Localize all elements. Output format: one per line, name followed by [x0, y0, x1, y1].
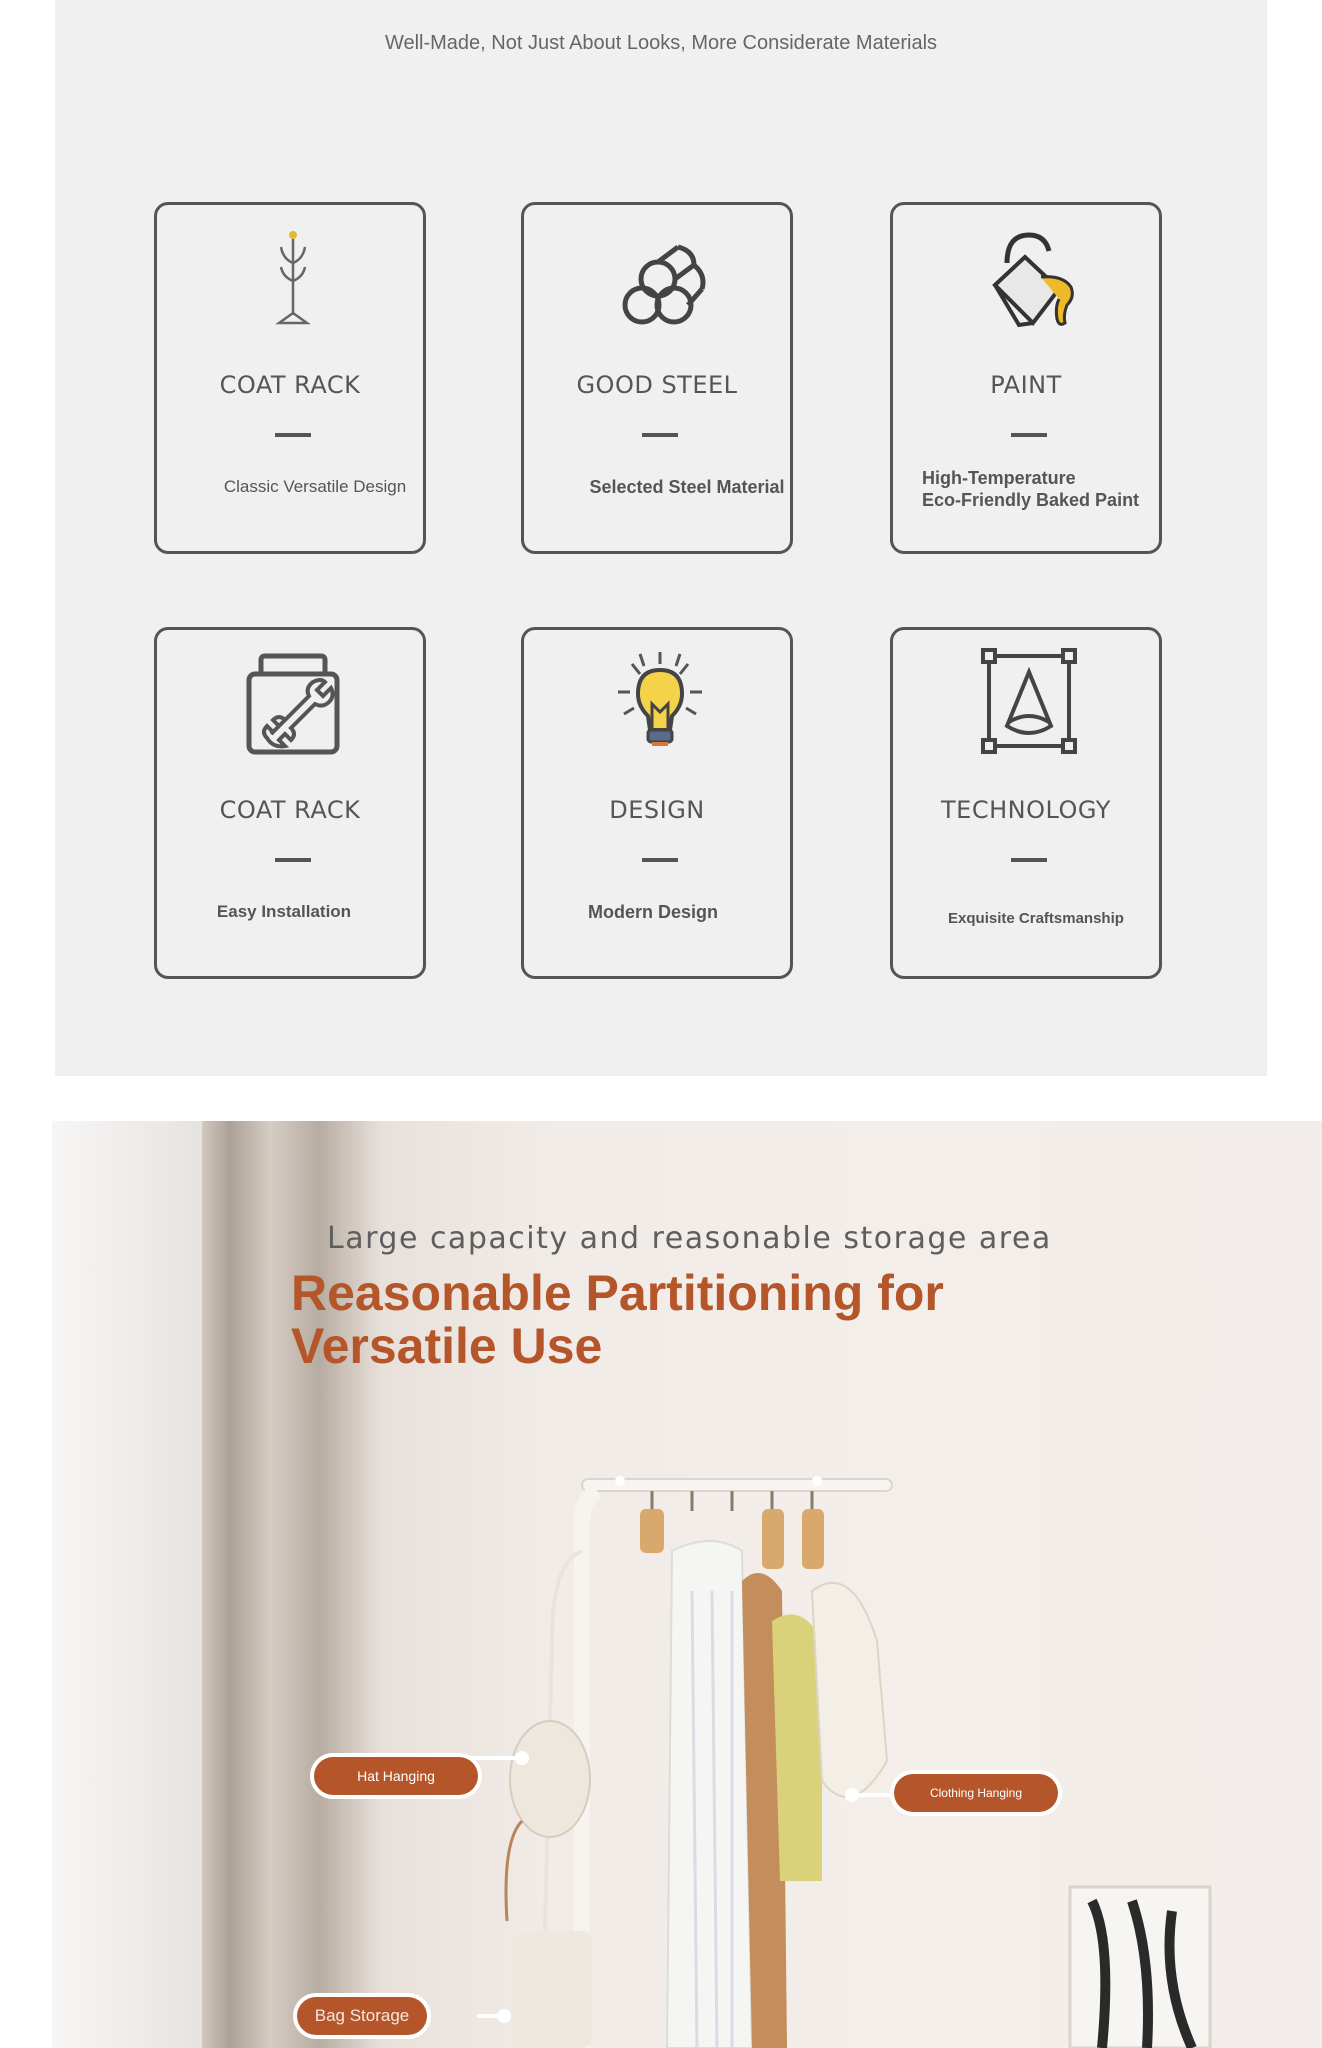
feature-card-divider: [275, 858, 311, 862]
steel-pipes-icon: [610, 223, 710, 335]
feature-card-divider: [1011, 858, 1047, 862]
coat-rack-icon: [243, 223, 343, 335]
feature-card-technology: [890, 627, 1162, 979]
feature-card-divider: [1011, 433, 1047, 437]
feature-card-desc: Selected Steel Material: [589, 477, 785, 497]
feature-card-design: [521, 627, 793, 979]
paint-bucket-icon: [979, 223, 1079, 335]
feature-card-desc: Exquisite Craftsmanship: [948, 910, 1124, 927]
feature-card-title: COAT RACK: [219, 371, 361, 399]
feature-card-title: PAINT: [990, 371, 1062, 399]
feature-card-good-steel: [521, 202, 793, 554]
feature-card-divider: [642, 433, 678, 437]
banner-title-line2: Versatile Use: [291, 1318, 603, 1374]
banner-subtitle: Large capacity and reasonable storage area: [327, 1221, 1052, 1256]
vector-cone-icon: [979, 648, 1079, 760]
feature-card-desc: Easy Installation: [216, 902, 352, 921]
feature-card-desc: [893, 467, 1159, 511]
features-heading: Well-Made, Not Just About Looks, More Considerate Materials: [384, 32, 938, 54]
feature-card-paint: [890, 202, 1162, 554]
feature-card-coat-rack: [154, 202, 426, 554]
feature-card-installation: [154, 627, 426, 979]
banner-title-line1: Reasonable Partitioning for: [291, 1265, 944, 1321]
feature-card-desc-line1: High-Temperature: [922, 468, 1076, 488]
feature-card-desc: Classic Versatile Design: [223, 477, 407, 496]
clothes-rack-image: [52, 1121, 1322, 2048]
storage-banner: [52, 1121, 1322, 2048]
feature-card-title: TECHNOLOGY: [941, 796, 1111, 824]
features-section: [55, 0, 1267, 1076]
banner-title: [291, 1267, 991, 1373]
feature-card-title: GOOD STEEL: [576, 371, 738, 399]
wrench-toolbox-icon: [243, 648, 343, 760]
bag-storage-tag: Bag Storage: [297, 1997, 427, 2035]
hat-hanging-tag: Hat Hanging: [314, 1757, 478, 1795]
feature-card-title: COAT RACK: [219, 796, 361, 824]
clothing-hanging-tag: Clothing Hanging: [894, 1774, 1058, 1812]
feature-card-divider: [642, 858, 678, 862]
light-bulb-icon: [610, 648, 710, 760]
feature-card-desc-line2: Eco-Friendly Baked Paint: [922, 490, 1140, 510]
feature-card-title: DESIGN: [609, 796, 705, 824]
feature-card-divider: [275, 433, 311, 437]
feature-card-desc: Modern Design: [587, 902, 718, 922]
